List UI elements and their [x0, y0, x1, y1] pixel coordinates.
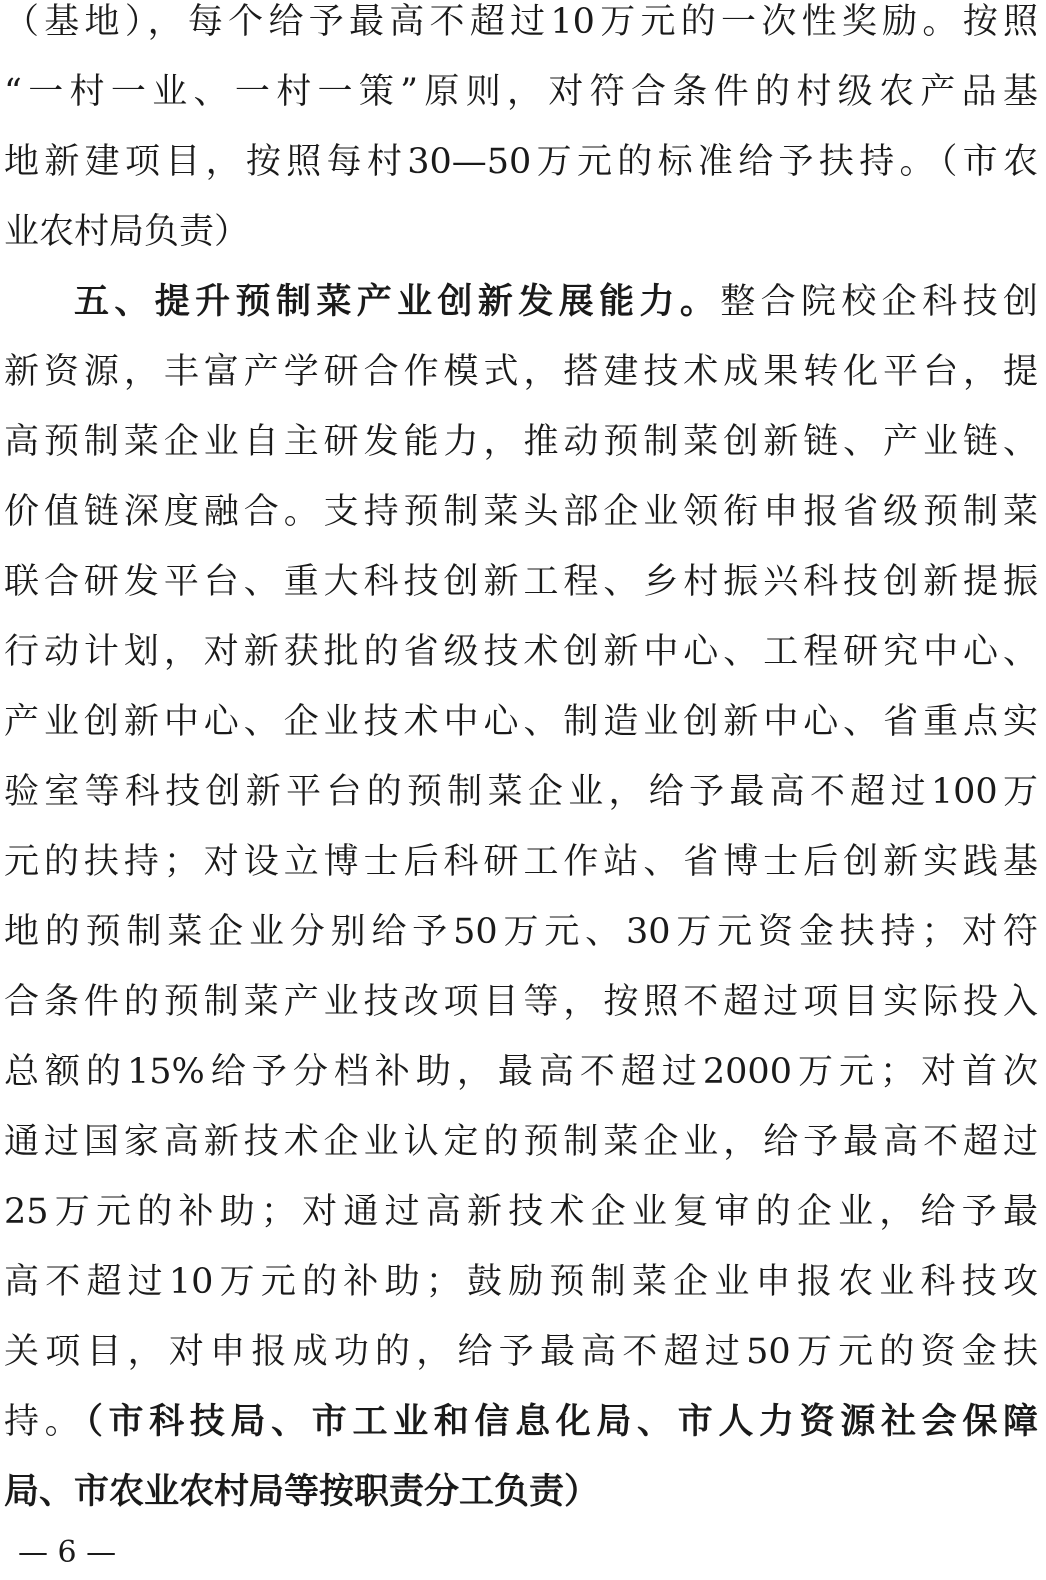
text-line: 合条件的预制菜产业技改项目等，按照不超过项目实际投入	[4, 982, 1038, 1022]
text-line: 地的预制菜企业分别给予50万元、30万元资金扶持；对符	[4, 912, 1038, 952]
text-line: 产业创新中心、企业技术中心、制造业创新中心、省重点实	[4, 702, 1038, 742]
text-line: 关项目，对申报成功的，给予最高不超过50万元的资金扶	[4, 1332, 1038, 1372]
text-line: （基地），每个给予最高不超过10万元的一次性奖励。按照	[4, 2, 1038, 42]
text-line: 行动计划，对新获批的省级技术创新中心、工程研究中心、	[4, 632, 1038, 672]
text-line: 高不超过10万元的补助；鼓励预制菜企业申报农业科技攻	[4, 1262, 1038, 1302]
text-line: 总额的15%给予分档补助，最高不超过2000万元；对首次	[4, 1052, 1038, 1092]
text-line: 地新建项目，按照每村30—50万元的标准给予扶持。（市农	[4, 142, 1038, 182]
text-line: 通过国家高新技术企业认定的预制菜企业，给予最高不超过	[4, 1122, 1038, 1162]
text-line: 业农村局负责）	[4, 212, 250, 252]
text-line: 元的扶持；对设立博士后科研工作站、省博士后创新实践基	[4, 842, 1038, 882]
section-heading-rest: 整合院校企科技创	[720, 282, 1038, 322]
page-number: — 6 —	[18, 1535, 117, 1570]
text-line: 高预制菜企业自主研发能力，推动预制菜创新链、产业链、	[4, 422, 1038, 462]
responsibility-note-cont: 局、市农业农村局等按职责分工负责）	[4, 1471, 600, 1512]
text-line: “一村一业、一村一策”原则，对符合条件的村级农产品基	[4, 72, 1038, 112]
section-heading-line	[74, 267, 1038, 337]
section-heading: 五、提升预制菜产业创新发展能力。	[74, 281, 721, 322]
text-line: 25万元的补助；对通过高新技术企业复审的企业，给予最	[4, 1192, 1038, 1232]
text-line: 价值链深度融合。支持预制菜头部企业领衔申报省级预制菜	[4, 492, 1038, 532]
responsibility-note: （市科技局、市工业和信息化局、市人力资源社会保障	[85, 1401, 1038, 1442]
text-line: 新资源，丰富产学研合作模式，搭建技术成果转化平台，提	[4, 352, 1038, 392]
closing-text: 持。	[4, 1402, 86, 1442]
text-line: 联合研发平台、重大科技创新工程、乡村振兴科技创新提振	[4, 562, 1038, 602]
text-line: 验室等科技创新平台的预制菜企业，给予最高不超过100万	[4, 772, 1038, 812]
text-line	[4, 1457, 1038, 1527]
text-line	[4, 1387, 1038, 1457]
